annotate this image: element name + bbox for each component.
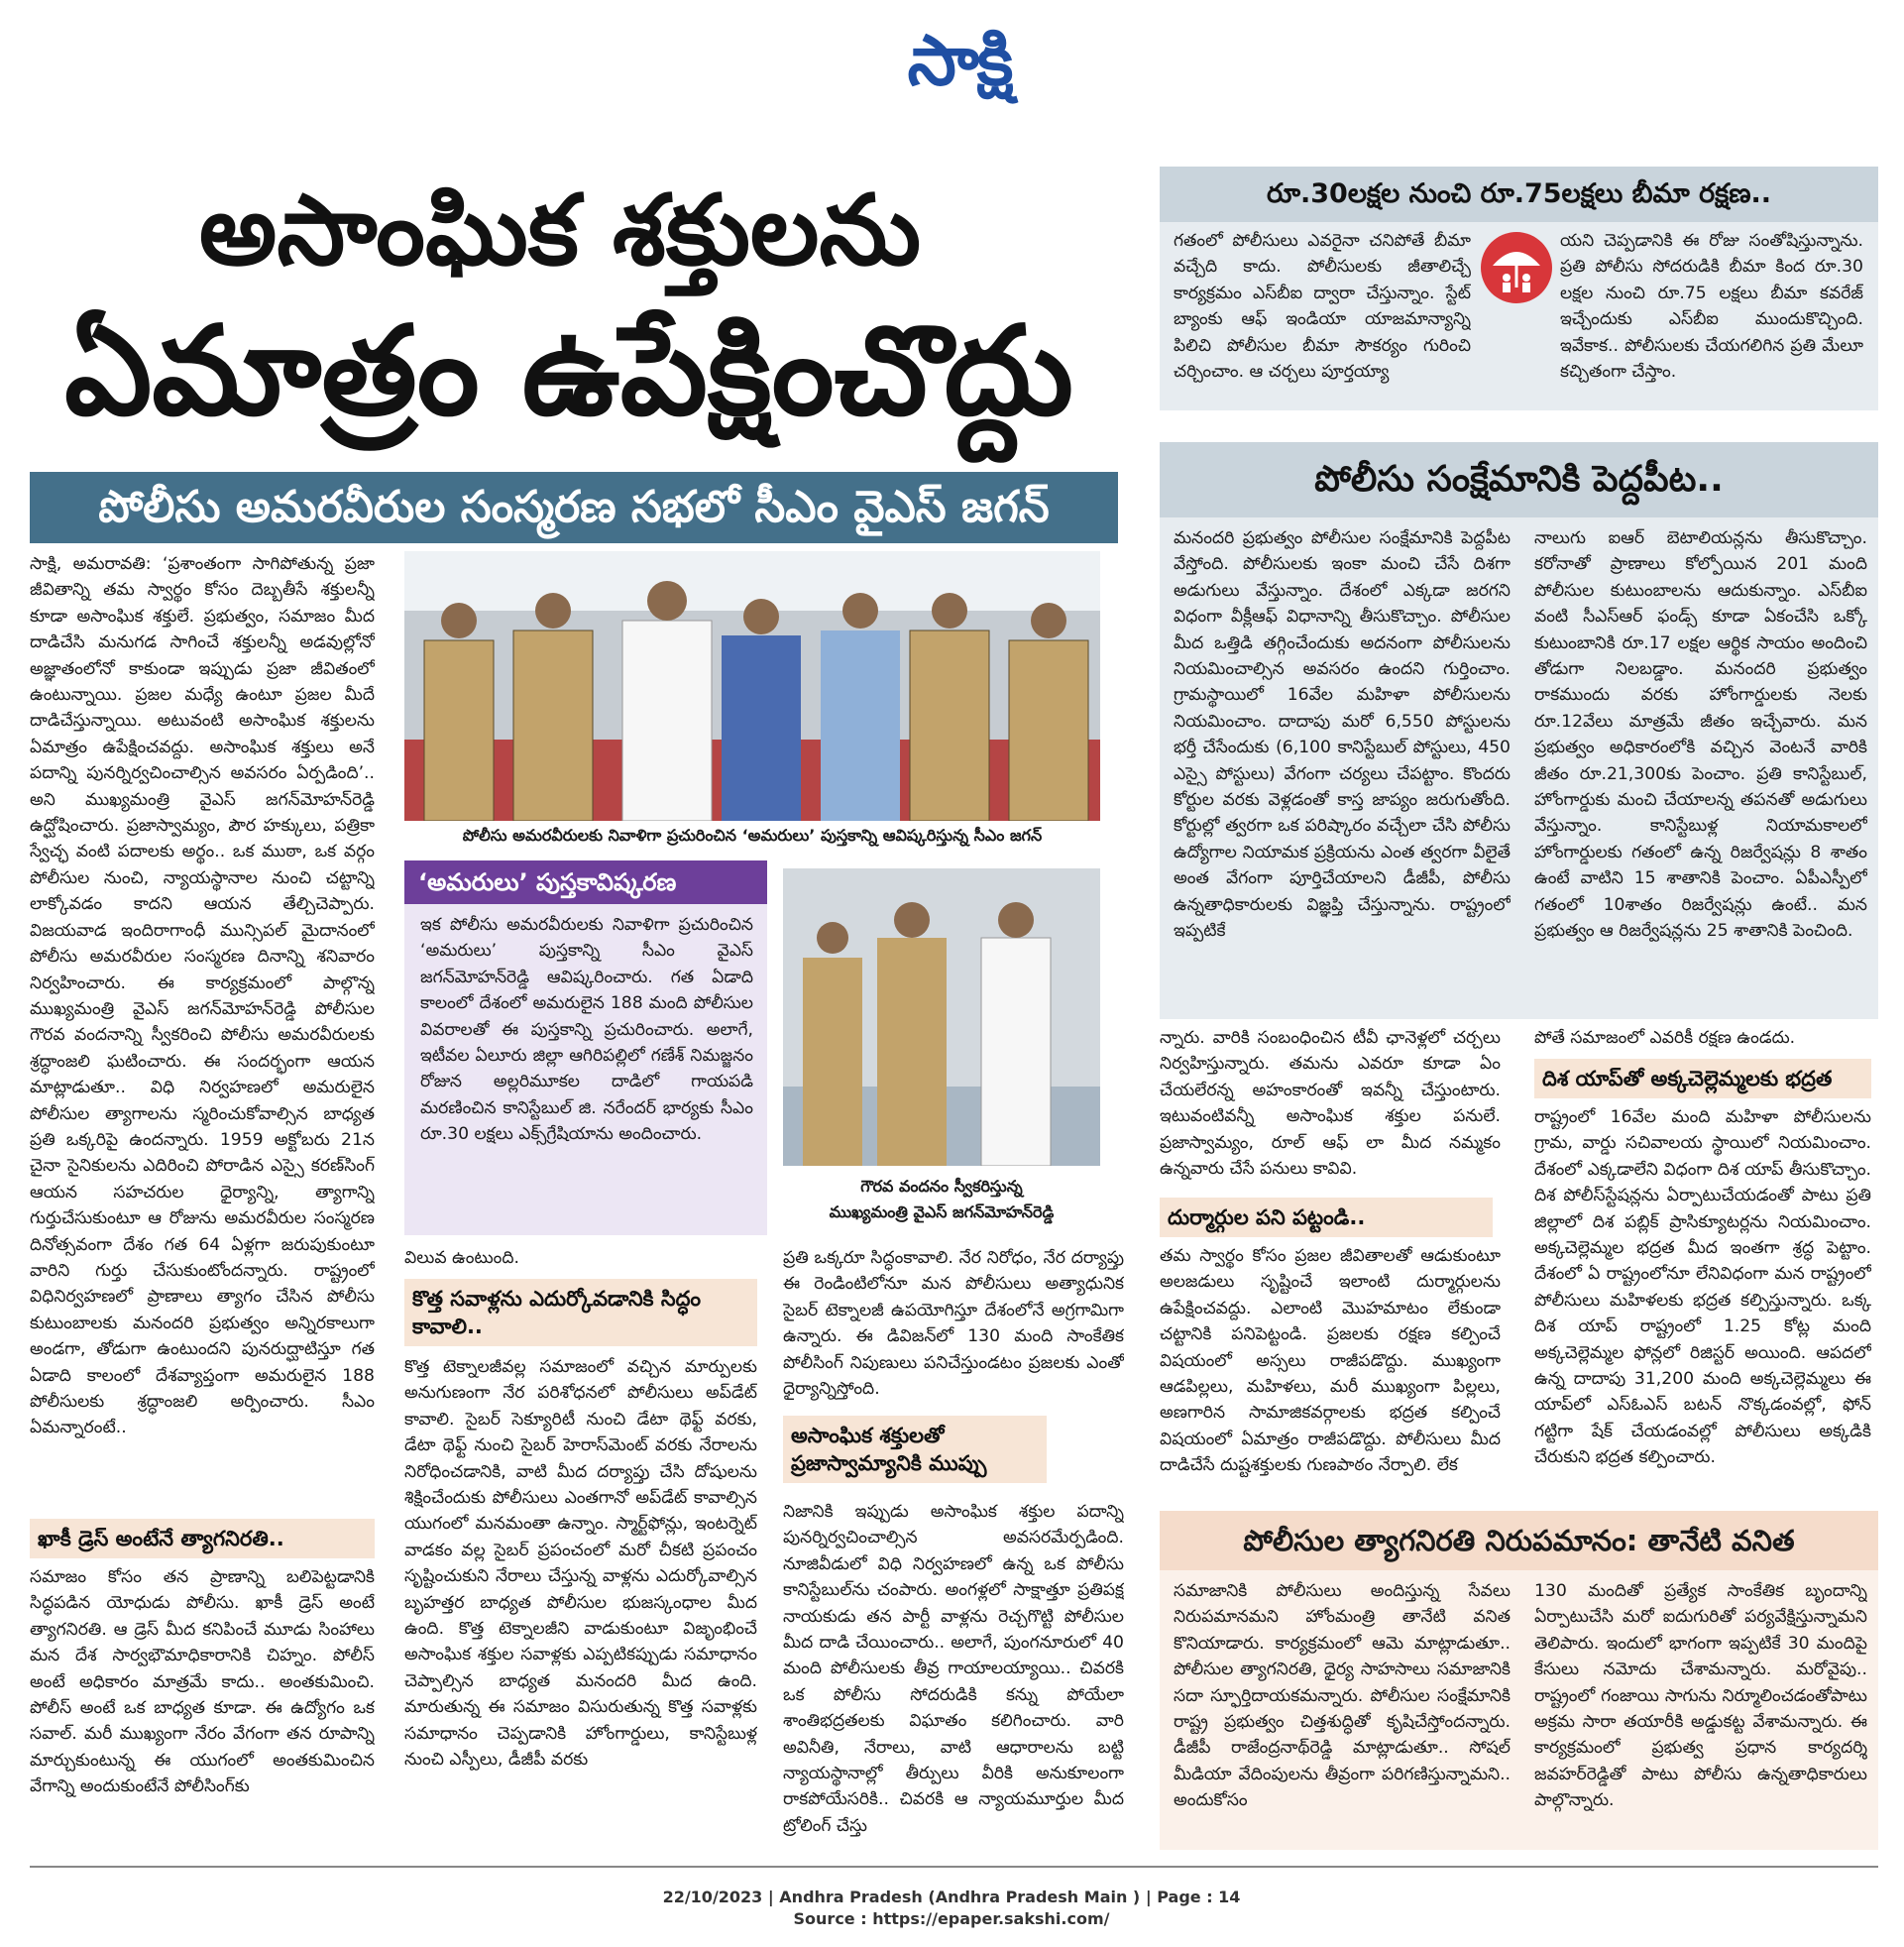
vanitha-right: 130 మందితో ప్రత్యేక సాంకేతిక బృందాన్ని ఏర్పాటుచేసి మరో ఐదుగురితో పర్యవేక్షిస్తున్నామని తెలిపారు. ఇందులో భాగంగా ఇప్పటికే 30 మందిపై కేసులు నమోదు చేశామన్నారు. మరోవైపు.. రాష్ట్రంలో గంజాయి సాగును నిర్మూలించడంతోపాటు అక్రమ సారా తయారీకి అడ్డుకట్ట వేశామన్నారు. ఈ కార్యక్రమంలో ప్రభుత్వ ప్రధాన కార్యదర్శి జవహర్‌రెడ్డితో పాటు పోలీసు ఉన్నతాధికారులు పాల్గొన్నారు. — [1534, 1581, 1867, 1811]
col2-body: కొత్త టెక్నాలజీవల్ల సమాజంలో వచ్చిన మార్పులకు అనుగుణంగా నేర పరిశోధనలో పోలీసులు అప్‌డేట్‌ కావాలి. సైబర్‌ సెక్యూరిటీ నుంచి డేటా థెఫ్ట్‌ వరకు, డేటా థెఫ్ట్‌ నుంచి సైబర్‌ హెరాస్‌మెంట్‌ వరకు నేరాలను నిరోధించడానికి, వాటి మీద దర్యాప్తు చేసి దోషులను శిక్షించేందుకు పోలీసులు ఎంతగానో అప్‌డేట్‌ కావాల్సిన యుగంలో మనమంతా ఉన్నాం. స్మార్ట్‌ఫోన్లు, ఇంటర్నెట్‌ వాడకం వల్ల సైబర్‌ ప్రపంచంలో మరో చీకటి ప్రపంచం సృష్టించుకుని నేరాలు చేస్తున్న వాళ్లను ఎదుర్కోవాల్సిన బృహత్తర బాధ్యత పోలీసుల భుజస్కంధాల మీద ఉంది. కొత్త టెక్నాలజీని వాడుకుంటూ విజృంభించే అసాంఘిక శక్తుల సవాళ్లకు ఎప్పటికప్పుడు సమాధానం చెప్పాల్సిన బాధ్యత మనందరి మీద ఉంది. మారుతున్న ఈ సమాజం విసురుతున్న కొత్త సవాళ్లకు సమాధానం చెప్పడానికి హోంగార్డులు, కానిస్టేబుళ్ల నుంచి ఎస్పీలు, డీజీపీ వరకు — [404, 1357, 757, 1771]
headline-line1: అసాంఘిక శక్తులను — [198, 174, 922, 287]
welfare-right: నాలుగు ఐఆర్‌ బెటాలియన్లను తీసుకొచ్చాం. కరోనాతో ప్రాణాలు కోల్పోయిన 201 మంది పోలీసుల కుటుంబాలను ఆదుకున్నాం. ఎస్‌బీఐ వంటి సీఎస్‌ఆర్‌ ఫండ్స్‌ కూడా ఏకంచేసి ఒక్కో కుటుంబానికి రూ.17 లక్షల ఆర్థిక సాయం అందించి తోడుగా నిలబడ్డాం. మనందరి ప్రభుత్వం రాకముందు వరకు హోంగార్డులకు నెలకు రూ.12వేలు మాత్రమే జీతం ఇచ్చేవారు. మన ప్రభుత్వం అధికారంలోకి వచ్చిన వెంటనే వారికి జీతం రూ.21,300కు పెంచాం. ప్రతి కానిస్టేబుల్‌, హోంగార్డుకు మంచి చేయాలన్న తపనతో అడుగులు వేస్తున్నాం. కానిస్టేబుళ్ల నియామకాలలో హోంగార్డులకు గతంలో ఉన్న రిజర్వేషన్లు 8 శాతం ఉంటే వాటిని 15 శాతానికి పెంచాం. ఏపీఎస్పీలో గతంలో 10శాతం రిజర్వేషన్లు ఉంటే.. మన ప్రభుత్వం ఆ రిజర్వేషన్లను 25 శాతానికి పెంచింది. — [1534, 528, 1867, 942]
photo-guard-caption-line2: ముఖ్యమంత్రి వైఎస్‌ జగన్‌మోహన్‌రెడ్డి — [829, 1203, 1055, 1221]
footer-source-line: Source : https://epaper.sakshi.com/ — [793, 1909, 1110, 1928]
photo-book-release — [404, 551, 1100, 821]
footer-date-line: 22/10/2023 | Andhra Pradesh (Andhra Pradesh Main ) | Page : 14 — [662, 1888, 1241, 1906]
bottom-rule — [30, 1866, 1878, 1868]
umbrella-family-icon — [1479, 230, 1554, 305]
photo-book-release-caption: పోలీసు అమరవీరులకు నివాళిగా ప్రచురించిన ‘అమరులు’ పుస్తకాన్ని ఆవిష్కరిస్తున్న సీఎం జగన్‌ — [462, 826, 1043, 845]
insurance-right: యని చెప్పడానికి ఈ రోజు సంతోషిస్తున్నాను. ప్రతి పోలీసు సోదరుడికి బీమా కింద రూ.30 లక్షల నుంచి రూ.75 లక్షలు బీమా కవరేజ్‌ ఇచ్చేందుకు ఎస్‌బీఐ ముందుకొచ్చింది. ఇవేకాక.. పోలీసులకు చేయగలిగిన ప్రతి మేలూ కచ్చితంగా చేస్తాం. — [1560, 231, 1863, 383]
welfare-left: మనందరి ప్రభుత్వం పోలీసుల సంక్షేమానికి పెద్దపీట వేస్తోంది. పోలీసులకు ఇంకా మంచి చేసే దిశగా అడుగులు వేస్తున్నాం. దేశంలో ఎక్కడా జరగని విధంగా వీక్లీఆఫ్‌ విధానాన్ని తీసుకొచ్చాం. పోలీసుల మీద ఒత్తిడి తగ్గించేందుకు అదనంగా పోలీసులను నియమించాల్సిన అవసరం ఉందని గుర్తించాం. గ్రామస్థాయిలో 16వేల మహిళా పోలీసులను నియమించాం. దాదాపు మరో 6,550 పోస్టులను భర్తీ చేసేందుకు (6,100 కానిస్టేబుల్‌ పోస్టులు, 450 ఎస్సై పోస్టులు) వేగంగా చర్యలు చేపట్టాం. కొందరు కోర్టుల వరకు వెళ్లడంతో కాస్త జాప్యం జరుగుతోంది. కోర్టుల్లో త్వరగా ఒక పరిష్కారం వచ్చేలా చేసి పోలీసు ఉద్యోగాల నియామక ప్రక్రియను ఎంత త్వరగా వీలైతే అంత వేగంగా పూర్తిచేయాలని డీజీపీ, పోలీసు ఉన్నతాధికారులకు విజ్ఞప్తి చేస్తున్నాను. రాష్ట్రంలో ఇప్పటికే — [1174, 528, 1511, 942]
col3-subhead: అసాంఘిక శక్తులతో ప్రజాస్వామ్యానికి ముప్పు — [783, 1416, 1047, 1483]
col2-lead: విలువ ఉంటుంది. — [404, 1248, 519, 1268]
vanitha-left: సమాజానికి పోలీసులు అందిస్తున్న సేవలు నిరుపమానమని హోంమంత్రి తానేటి వనిత కొనియాడారు. కార్యక్రమంలో ఆమె మాట్లాడుతూ.. పోలీసుల త్యాగనిరతి, ధైర్య సాహసాలు సమాజానికి సదా స్ఫూర్తిదాయకమన్నారు. పోలీసుల సంక్షేమానికి రాష్ట్ర ప్రభుత్వం చిత్తశుద్ధితో కృషిచేస్తోందన్నారు. డీజీపీ రాజేంద్రనాథ్‌రెడ్డి మాట్లాడుతూ.. సోషల్‌ మీడియా వేదింపులను తీవ్రంగా పరిగణిస్తున్నామని.. అందుకోసం — [1174, 1581, 1511, 1811]
umbrella-family-icon-svg — [1479, 230, 1554, 305]
col1-body: సాక్షి, అమరావతి: ‘ప్రశాంతంగా సాగిపోతున్న ప్రజా జీవితాన్ని తమ స్వార్థం కోసం దెబ్బతీసే శక్తులన్నీ కూడా అసాంఘిక శక్తులే. ప్రభుత్వం, సమాజం మీద దాడిచేసి మనుగడ సాగించే శక్తులన్నీ అడవుల్లోనో అజ్ఞాతంలోనో కాకుండా ఇప్పుడు ప్రజా జీవితంలో ఉంటున్నాయి. ప్రజల మధ్యే ఉంటూ ప్రజల మీదే దాడిచేస్తున్నాయి. అటువంటి అసాంఘిక శక్తులను ఏమాత్రం ఉపేక్షించవద్దు. అసాంఘిక శక్తులు అనే పదాన్ని పునర్నిర్వచించాల్సిన అవసరం ఏర్పడింది’.. అని ముఖ్యమంత్రి వైఎస్‌ జగన్‌మోహన్‌రెడ్డి ఉద్ఘోషించారు. ప్రజాస్వామ్యం, పౌర హక్కులు, పత్రికా స్వేచ్ఛ వంటి పదాలకు అర్థం.. ఒక ముఠా, ఒక వర్గం పోలీసుల నుంచి, న్యాయస్థానాల నుంచి చట్టాన్ని లాక్కోవడం కాదని ఆయన తేల్చిచెప్పారు. విజయవాడ ఇందిరాగాంధీ మున్సిపల్‌ మైదానంలో పోలీసు అమరవీరుల సంస్మరణ దినాన్ని శనివారం నిర్వహించారు. ఈ కార్యక్రమంలో పాల్గొన్న ముఖ్యమంత్రి వైఎస్‌ జగన్‌మోహన్‌రెడ్డి పోలీసుల గౌరవ వందనాన్ని స్వీకరించి పోలీసు అమరవీరులకు శ్రద్ధాంజలి ఘటించారు. ఈ సందర్భంగా ఆయన మాట్లాడుతూ.. విధి నిర్వహణలో అమరులైన పోలీసుల త్యాగాలను స్మరించుకోవాల్సిన బాధ్యత ప్రతి ఒక్కరిపై ఉందన్నారు. 1959 అక్టోబరు 21న చైనా సైనికులను ఎదిరించి పోరాడిన ఎస్సై కరణ్‌సింగ్‌ ఆయన సహచరుల ధైర్యాన్ని, త్యాగాన్ని గుర్తుచేసుకుంటూ ఆ రోజును అమరవీరుల సంస్మరణ దినోత్సవంగా దేశం గత 64 ఏళ్లగా జరుపుకుంటూ వారిని గుర్తు చేసుకుంటోందన్నారు. రాష్ట్రంలో విధినిర్వహణలో ప్రాణాలు త్యాగం చేసిన పోలీసు కుటుంబాలకు మనందరి ప్రభుత్వం అన్నిరకాలుగా అండగా, తోడుగా ఉంటుందని పునరుద్ఘాటిస్తూ గత ఏడాది కాలంలో దేశవ్యాప్తంగా అమరులైన 188 పోలీసులకు శ్రద్ధాంజలి అర్పించారు. సీఎం ఏమన్నారంటే.. — [30, 554, 375, 1438]
col1-subhead: ఖాకీ డ్రెస్‌ అంటేనే త్యాగనిరతి.. — [30, 1519, 375, 1558]
col2-subhead: కొత్త సవాళ్లను ఎదుర్కోవడానికి సిద్ధం కావాలి.. — [404, 1279, 757, 1346]
photo-book-release-illustration — [404, 551, 1100, 821]
col3-body: ప్రతి ఒక్కరూ సిద్ధంకావాలి. నేర నిరోధం, నేర దర్యాప్తు ఈ రెండింటిలోనూ మన పోలీసులు అత్యాధునిక సైబర్‌ టెక్నాలజీ ఉపయోగిస్తూ దేశంలోనే అగ్రగామిగా ఉన్నారు. ఈ డివిజన్‌లో 130 మంది సాంకేతిక పోలీసింగ్‌ నిపుణులు పనిచేస్తుండటం ప్రజలకు ఎంతో ధైర్యాన్నిస్తోంది. — [783, 1248, 1124, 1400]
photo-guard-of-honour-illustration — [783, 868, 1100, 1166]
col1-body2: సమాజం కోసం తన ప్రాణాన్ని బలిపెట్టడానికి సిద్ధపడిన యోధుడు పోలీసు. ఖాకీ డ్రెస్‌ అంటే త్యాగనిరతి. ఆ డ్రెస్‌ మీద కనిపించే మూడు సింహాలు మన దేశ సార్వభౌమాధికారానికి చిహ్నం. పోలీస్‌ అంటే అధికారం మాత్రమే కాదు.. అంతకుమించి. పోలీస్‌ అంటే ఒక బాధ్యత కూడా. ఈ ఉద్యోగం ఒక సవాల్‌. మరీ ముఖ్యంగా నేరం వేగంగా తన రూపాన్ని మార్చుకుంటున్న ఈ యుగంలో అంతకుమించిన వేగాన్ని అందుకుంటేనే పోలీసింగ్‌కు — [30, 1567, 375, 1797]
welfare-heading: పోలీసు సంక్షేమానికి పెద్దపీట.. — [1160, 442, 1878, 517]
col4-body2: తమ స్వార్థం కోసం ప్రజల జీవితాలతో ఆడుకుంటూ అలజడులు సృష్టించే ఇలాంటి దుర్మార్గులను ఉపేక్షించవద్దు. ఎలాంటి మొహమాటం లేకుండా చట్టానికి పనిపెట్టండి. ప్రజలకు రక్షణ కల్పించే విషయంలో అస్సలు రాజీపడొద్దు. ముఖ్యంగా ఆడపిల్లలు, మహిళలు, మరీ ముఖ్యంగా పిల్లలు, అణగారిన సామాజికవర్గాలకు భద్రత కల్పించే విషయంలో ఏమాత్రం రాజీపడొద్దు. పోలీసులు మీద దాడిచేసే దుష్టశక్తులకు గుణపాఠం నేర్పాలి. లేక — [1160, 1246, 1501, 1476]
book-release-heading: ‘అమరులు’ పుస్తకావిష్కరణ — [404, 860, 767, 904]
headline-line2: ఏమాత్రం ఉపేక్షించొద్దు — [64, 300, 1073, 443]
col5-body: పోతే సమాజంలో ఎవరికీ రక్షణ ఉండదు. — [1534, 1028, 1796, 1048]
photo-guard-of-honour — [783, 868, 1100, 1166]
insurance-heading: రూ.30లక్షల నుంచి రూ.75లక్షలు బీమా రక్షణ.. — [1160, 167, 1878, 222]
insurance-left: గతంలో పోలీసులు ఎవరైనా చనిపోతే బీమా వచ్చేది కాదు. పోలీసులకు జీతాలిచ్చే కార్యక్రమం ఎస్‌బీఐ ద్వారా చేస్తున్నాం. స్టేట్‌ బ్యాంకు ఆఫ్‌ ఇండియా యాజమాన్యాన్ని పిలిచి పోలీసుల బీమా సౌకర్యం గురించి చర్చించాం. ఆ చర్చలు పూర్తయ్యా — [1174, 231, 1471, 383]
col3-body2: నిజానికి ఇప్పుడు అసాంఘిక శక్తుల పదాన్ని పునర్నిర్వచించాల్సిన అవసరమేర్పడింది. నూజివీడులో విధి నిర్వహణలో ఉన్న ఒక పోలీసు కానిస్టేబుల్‌ను చంపారు. అంగళ్లలో సాక్షాత్తూ ప్రతిపక్ష నాయకుడు తన పార్టీ వాళ్లను రెచ్చగొట్టి పోలీసుల మీద దాడి చేయించారు.. అలాగే, పుంగనూరులో 40 మంది పోలీసులకు తీవ్ర గాయాలయ్యాయి.. చివరకి ఒక పోలీసు సోదరుడికి కన్ను పోయేలా శాంతిభద్రతలకు విఘాతం కలిగించారు. వారి అవినీతి, నేరాలు, వాటి ఆధారాలను బట్టి న్యాయస్థానాల్లో తీర్పులు వీరికి అనుకూలంగా రాకపోయేసరికి.. చివరకి ఆ న్యాయమూర్తుల మీద ట్రోలింగ్‌ చేస్తు — [783, 1502, 1124, 1836]
photo-guard-caption-line1: గౌరవ వందనం స్వీకరిస్తున్న — [860, 1177, 1023, 1196]
book-release-body: ఇక పోలీసు అమరవీరులకు నివాళిగా ప్రచురించిన ‘అమరులు’ పుస్తకాన్ని సీఎం వైఎస్‌ జగన్‌మోహన్‌రెడ్డి ఆవిష్కరించారు. గత ఏడాది కాలంలో దేశంలో అమరులైన 188 మంది పోలీసుల వివరాలతో ఈ పుస్తకాన్ని ప్రచురించారు. అలాగే, ఇటీవల ఏలూరు జిల్లా ఆగిరిపల్లిలో గణేశ్‌ నిమజ్జనం రోజున అల్లరిమూకల దాడిలో గాయపడి మరణించిన కానిస్టేబుల్‌ జి. నరేందర్‌ భార్యకు సీఎం రూ.30 లక్షలు ఎక్స్‌గ్రేషియాను అందించారు. — [420, 915, 753, 1145]
col5-subhead: దిశ యాప్‌తో అక్కచెల్లెమ్మలకు భద్రత — [1534, 1059, 1871, 1098]
col4-body: న్నారు. వారికి సంబంధించిన టీవీ ఛానెళ్లలో చర్చలు నిర్వహిస్తున్నారు. తమను ఎవరూ కూడా ఏం చేయలేరన్న అహంకారంతో ఇవన్నీ చేస్తుంటారు. ఇటువంటివన్నీ అసాంఘిక శక్తుల పనులే. ప్రజాస్వామ్యం, రూల్‌ ఆఫ్‌ లా మీద నమ్మకం ఉన్నవారు చేసే పనులు కావివి. — [1160, 1028, 1501, 1180]
vanitha-heading: పోలీసుల త్యాగనిరతి నిరుపమానం: తానేటి వనిత — [1160, 1511, 1878, 1570]
headline-banner: పోలీసు అమరవీరుల సంస్మరణ సభలో సీఎం వైఎస్‌ జగన్‌ — [30, 472, 1118, 543]
col4-subhead: దుర్మార్గుల పని పట్టండి.. — [1160, 1198, 1493, 1237]
col5-body2: రాష్ట్రంలో 16వేల మంది మహిళా పోలీసులను గ్రామ, వార్డు సచివాలయ స్థాయిలో నియమించాం. దేశంలో ఎక్కడాలేని విధంగా దిశ యాప్‌ తీసుకొచ్చాం. దిశ పోలీస్‌స్టేషన్లను ఏర్పాటుచేయడంతో పాటు ప్రతి జిల్లాలో దిశ పబ్లిక్‌ ప్రాసిక్యూటర్లను నియమించాం. అక్కచెల్లెమ్మల భద్రత మీద ఇంతగా శ్రద్ధ పెట్టాం. దేశంలో ఏ రాష్ట్రంలోనూ లేనివిధంగా మన రాష్ట్రంలో పోలీసులు మహిళలకు భద్రత కల్పిస్తున్నారు. ఒక్క దిశ యాప్‌ రాష్ట్రంలో 1.25 కోట్ల మంది అక్కచెల్లెమ్మల ఫోన్లలో రిజిస్టర్‌ అయింది. ఆపదలో ఉన్న దాదాపు 31,200 మంది అక్కచెల్లెమ్మలు ఈ యాప్‌లో ఎస్‌ఓఎస్‌ బటన్‌ నొక్కడంవల్లో, ఫోన్‌ గట్టిగా షేక్‌ చేయడంవల్లో పోలీసులు అక్కడికి చేరుకుని భద్రత కల్పించారు. — [1534, 1107, 1871, 1468]
masthead-logo: సాక్షి — [907, 20, 1012, 101]
